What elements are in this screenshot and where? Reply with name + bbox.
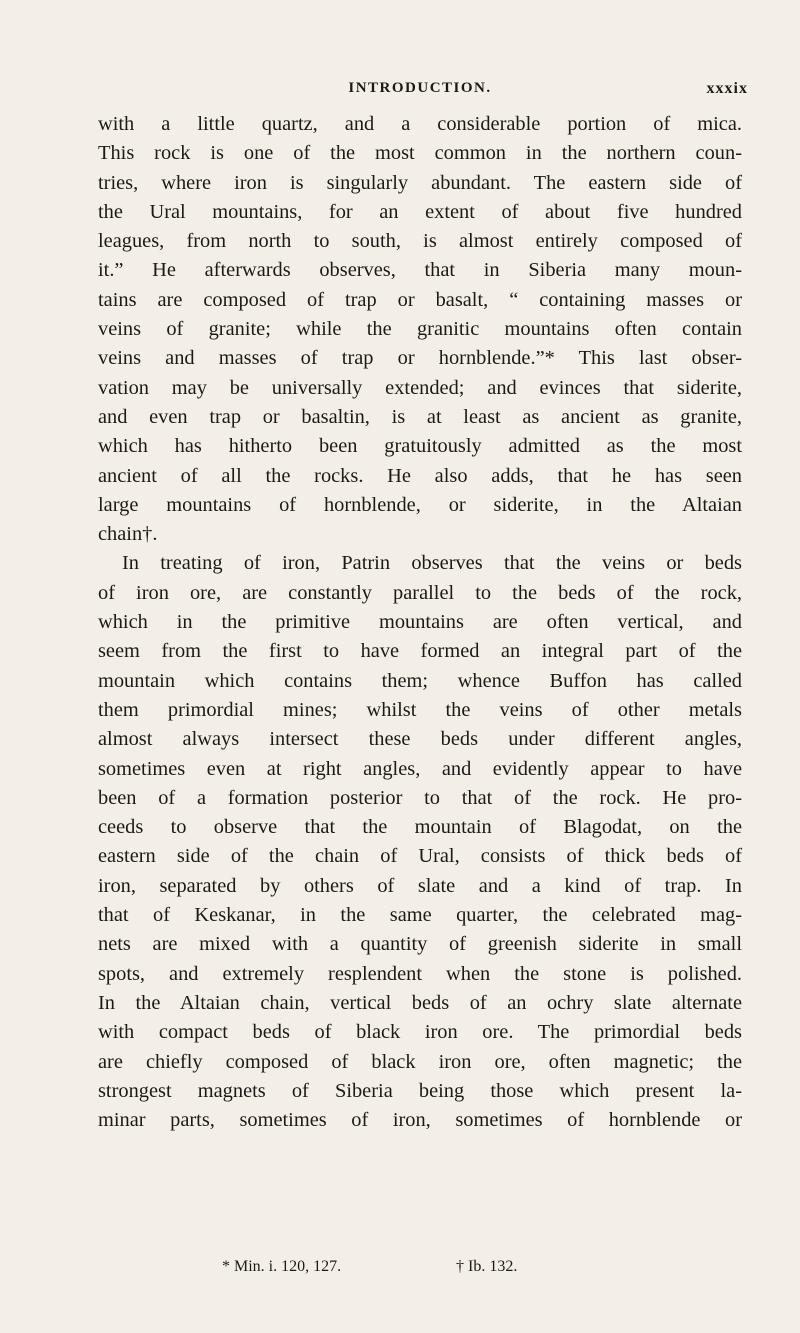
running-title: INTRODUCTION. — [348, 80, 492, 96]
text-line: seem from the first to have formed an integral part of the — [98, 640, 742, 663]
text-line: which in the primitive mountains are often vertical, and — [98, 611, 742, 634]
text-line: minar parts, sometimes of iron, sometimes of hornblende or — [98, 1109, 742, 1132]
text-line: of iron ore, are constantly parallel to the beds of the rock, — [98, 581, 742, 604]
text-line: eastern side of the chain of Ural, consists of thick beds of — [98, 845, 742, 868]
text-line: spots, and extremely resplendent when the stone is polished. — [98, 962, 742, 985]
text-line: veins of granite; while the granitic mountains often contain — [98, 318, 742, 341]
text-line: veins and masses of trap or hornblende.”* This last obser- — [98, 347, 742, 370]
text-line: vation may be universally extended; and evinces that siderite, — [98, 376, 742, 399]
text-line: with compact beds of black iron ore. The primordial beds — [98, 1021, 742, 1044]
text-line: tries, where iron is singularly abundant. The eastern side of — [98, 171, 742, 194]
text-line: and even trap or basaltin, is at least as ancient as granite, — [98, 405, 742, 428]
text-line: them primordial mines; whilst the veins of other metals — [98, 698, 742, 721]
text-line: which has hitherto been gratuitously admitted as the most — [98, 435, 742, 458]
text-line: almost always intersect these beds under different angles, — [98, 728, 742, 751]
text-line: nets are mixed with a quantity of greenish siderite in small — [98, 933, 742, 956]
text-line: iron, separated by others of slate and a kind of trap. In — [98, 874, 742, 897]
body-text — [98, 110, 742, 1135]
text-line: In the Altaian chain, vertical beds of an ochry slate alternate — [98, 991, 742, 1014]
text-line: large mountains of hornblende, or siderite, in the Altaian — [98, 493, 742, 516]
footnote-1: * Min. i. 120, 127. — [222, 1258, 342, 1275]
text-line: sometimes even at right angles, and evidently appear to have — [98, 757, 742, 780]
text-line: with a little quartz, and a considerable portion of mica. — [98, 113, 742, 135]
text-line: In treating of iron, Patrin observes that the veins or beds — [122, 552, 742, 575]
text-line: chain†. — [98, 523, 158, 546]
text-line: ancient of all the rocks. He also adds, that he has seen — [98, 464, 742, 487]
text-line: been of a formation posterior to that of the rock. He pro- — [98, 786, 742, 809]
page-number: xxxix — [706, 80, 748, 97]
footnote-2: † Ib. 132. — [456, 1258, 518, 1275]
running-head — [100, 80, 748, 106]
text-line: are chiefly composed of black iron ore, often magnetic; the — [98, 1050, 742, 1073]
text-line: mountain which contains them; whence Buffon has called — [98, 669, 742, 692]
text-line: strongest magnets of Siberia being those which present la- — [98, 1079, 742, 1102]
text-line: This rock is one of the most common in the northern coun- — [98, 142, 742, 165]
text-line: tains are composed of trap or basalt, “ containing masses or — [98, 288, 742, 311]
text-line: the Ural mountains, for an extent of about five hundred — [98, 200, 742, 223]
text-line: it.” He afterwards observes, that in Siberia many moun- — [98, 259, 742, 282]
text-line: leagues, from north to south, is almost entirely composed of — [98, 230, 742, 253]
text-line: that of Keskanar, in the same quarter, the celebrated mag- — [98, 904, 742, 927]
text-line: ceeds to observe that the mountain of Blagodat, on the — [98, 816, 742, 839]
